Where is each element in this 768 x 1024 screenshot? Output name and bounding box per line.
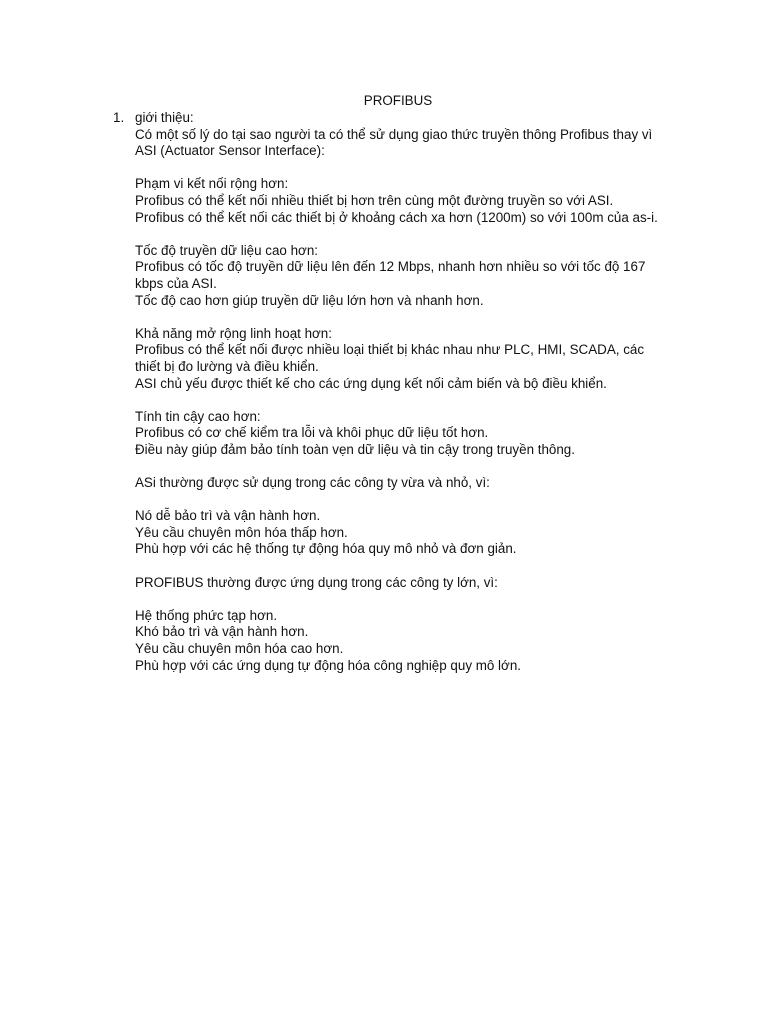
- text-line: Phạm vi kết nối rộng hơn:: [135, 176, 289, 192]
- text-line: thiết bị đo lường và điều khiển.: [135, 358, 319, 374]
- text-line: Khó bảo trì và vận hành hơn.: [135, 624, 309, 640]
- text-line: Tính tin cậy cao hơn:: [135, 408, 261, 424]
- blank-line: [135, 492, 685, 509]
- text-line: Nó dễ bảo trì và vận hành hơn.: [135, 508, 321, 524]
- text-line: kbps của ASI.: [135, 275, 217, 291]
- list-number: 1.: [113, 110, 125, 125]
- text-line: Yêu cầu chuyên môn hóa thấp hơn.: [135, 524, 348, 540]
- blank-line: [135, 392, 685, 409]
- text-line: Profibus có thể kết nối các thiết bị ở khoảng cách xa hơn (1200m) so với 100m của as-i.: [135, 209, 658, 225]
- blank-line: [135, 591, 685, 608]
- document-body: [135, 110, 685, 674]
- text-line: Profibus có tốc độ truyền dữ liệu lên đến 12 Mbps, nhanh hơn nhiều so với tốc độ 167: [135, 259, 646, 275]
- text-line: Khả năng mở rộng linh hoạt hơn:: [135, 325, 332, 341]
- blank-line: [135, 226, 685, 243]
- text-line: Tốc độ cao hơn giúp truyền dữ liệu lớn hơn và nhanh hơn.: [135, 292, 484, 308]
- text-line: Profibus có thể kết nối được nhiều loại thiết bị khác nhau như PLC, HMI, SCADA, các: [135, 342, 645, 358]
- text-line: Hệ thống phức tạp hơn.: [135, 607, 278, 623]
- blank-line: [135, 558, 685, 575]
- document-title: PROFIBUS: [363, 93, 433, 108]
- text-line: giới thiệu:: [135, 110, 194, 125]
- text-line: ASi thường được sử dụng trong các công ty vừa và nhỏ, vì:: [135, 475, 490, 491]
- blank-line: [135, 160, 685, 177]
- blank-line: [135, 309, 685, 326]
- text-line: Phù hợp với các ứng dụng tự động hóa công nghiệp quy mô lớn.: [135, 657, 521, 673]
- text-line: Tốc độ truyền dữ liệu cao hơn:: [135, 242, 318, 258]
- text-line: Phù hợp với các hệ thống tự động hóa quy mô nhỏ và đơn giản.: [135, 541, 517, 557]
- text-line: Điều này giúp đảm bảo tính toàn vẹn dữ liệu và tin cậy trong truyền thông.: [135, 441, 575, 457]
- text-line: PROFIBUS thường được ứng dụng trong các công ty lớn, vì:: [135, 574, 498, 590]
- text-line: ASI (Actuator Sensor Interface):: [135, 143, 325, 159]
- text-line: ASI chủ yếu được thiết kế cho các ứng dụng kết nối cảm biến và bộ điều khiển.: [135, 375, 607, 391]
- text-line: Yêu cầu chuyên môn hóa cao hơn.: [135, 641, 344, 656]
- text-line: Có một số lý do tại sao người ta có thể sử dụng giao thức truyền thông Profibus thay vì: [135, 126, 653, 142]
- text-line: Profibus có cơ chế kiểm tra lỗi và khôi phục dữ liệu tốt hơn.: [135, 425, 489, 441]
- text-line: Profibus có thể kết nối nhiều thiết bị hơn trên cùng một đường truyền so với ASI.: [135, 192, 614, 208]
- blank-line: [135, 458, 685, 475]
